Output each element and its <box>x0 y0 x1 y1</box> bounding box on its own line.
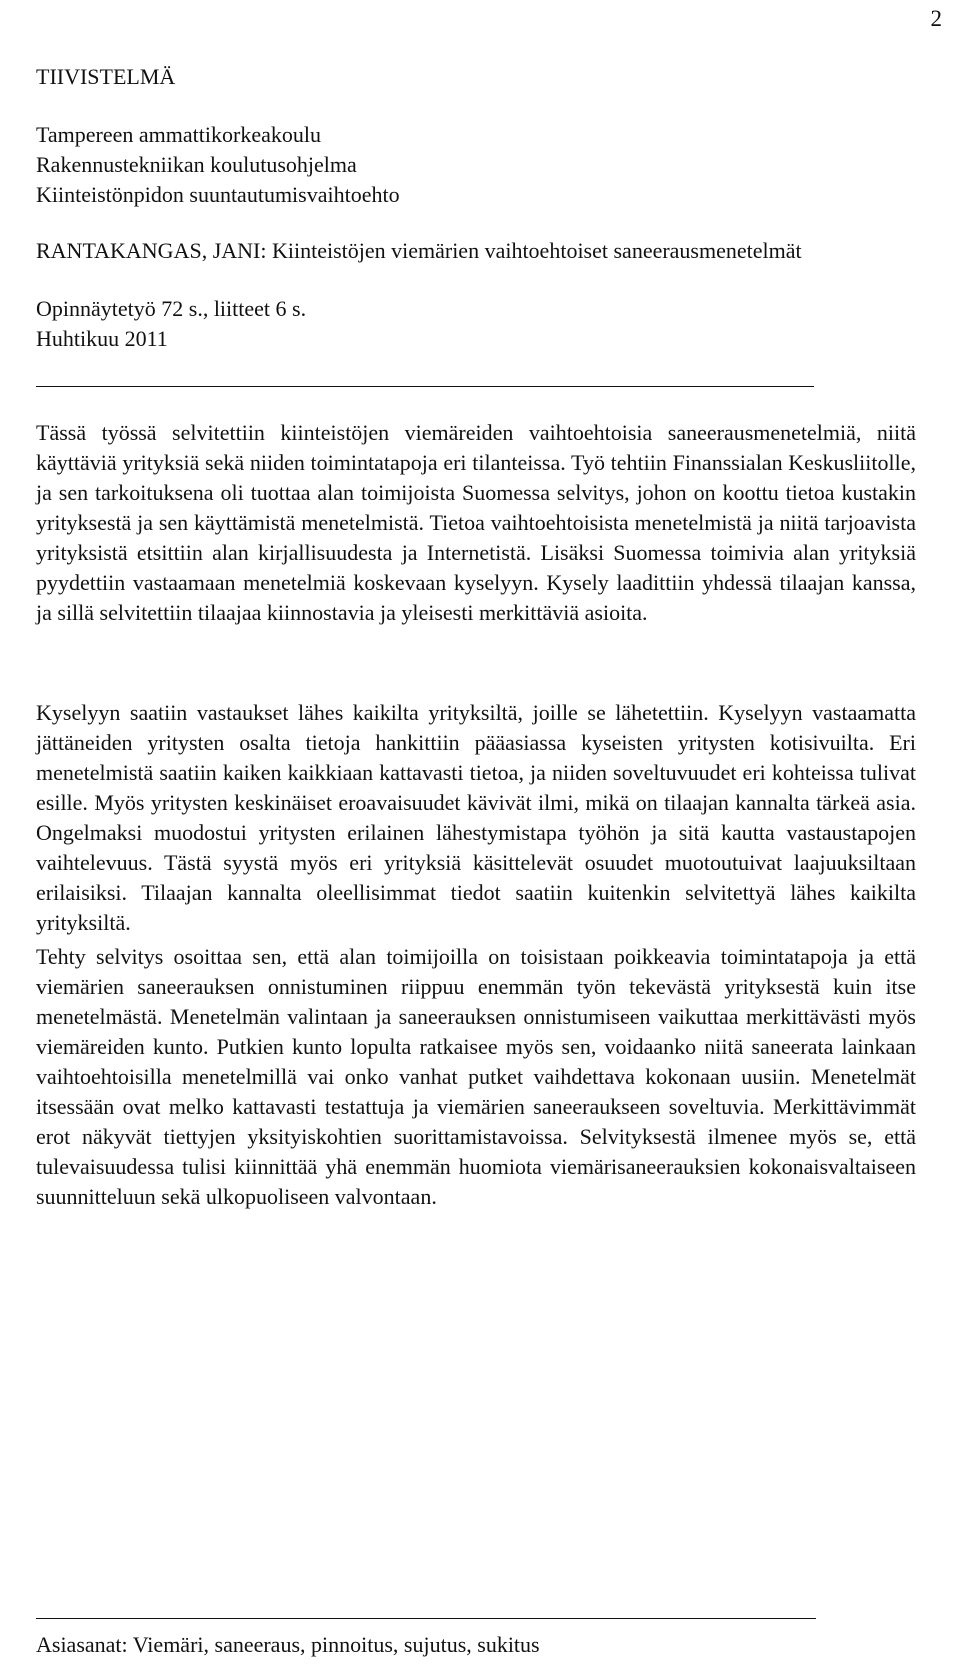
publication-date: Huhtikuu 2011 <box>36 326 168 351</box>
divider-top <box>36 386 814 387</box>
institution-name: Tampereen ammattikorkeakoulu <box>36 122 321 147</box>
page-number: 2 <box>930 6 942 31</box>
thesis-meta <box>36 294 306 354</box>
paragraph-text: Kyselyyn saatiin vastaukset lähes kaikilta yrityksiltä, joille se lähetettiin. Kyselyyn vastaamatta jättäneiden yritysten osalta tietoja hankittiin pääasiassa kyseisten yritysten kotisivuilta. Eri menetelmistä saatiin kaiken kaikkiaan kattavasti tietoa, ja niiden soveltuvuudet eri kohteissa tulivat esille. Myös yritysten keskinäiset eroavaisuudet kävivät ilmi, mikä on tilaajan kannalta tärkeä asia. Ongelmaksi muodostui yritysten erilainen lähestymistapa työhön ja sitä kautta vastaustapojen vaihtelevuus. Tästä syystä myös eri yrityksiä käsittelevät osuudet muotoutuivat laajuuksiltaan erilaisiksi. Tilaajan kannalta oleellisimmat tiedot saatiin kuitenkin selvitettyä lähes kaikilta yrityksiltä. <box>36 700 916 935</box>
page-count: Opinnäytetyö 72 s., liitteet 6 s. <box>36 296 307 321</box>
abstract-paragraph-3 <box>36 942 916 1212</box>
thesis-title: RANTAKANGAS, JANI: Kiinteistöjen viemärien vaihtoehtoiset saneerausmenetelmät <box>36 238 802 263</box>
abstract-paragraph-1 <box>36 418 916 628</box>
paragraph-text: Tehty selvitys osoittaa sen, että alan toimijoilla on toisistaan poikkeavia toimintatapoja ja että viemärien saneerauksen onnistuminen riippuu enemmän työn tekevästä yrityksestä kuin itse menetelmästä. Menetelmän valintaan ja saneerauksen onnistumiseen vaikuttaa merkittävästi myös viemäreiden kunto. Putkien kunto lopulta ratkaisee myös sen, voidaanko niitä saneerata lainkaan vaihtoehtoisilla menetelmillä vai onko vanhat putket vaihdettava kokonaan uusiin. Menetelmät itsessään ovat melko kattavasti testattuja ja viemärien saneeraukseen soveltuvia. Merkittävimmät erot näkyvät tiettyjen yksityiskohtien suorittamistavoissa. Selvityksestä ilmenee myös se, että tulevaisuudessa tulisi kiinnittää yhä enemmän huomiota viemärisaneerauksien kokonaisvaltaiseen suunnitteluun sekä ulkopuoliseen valvontaan. <box>36 944 916 1209</box>
specialisation: Kiinteistönpidon suuntautumisvaihtoehto <box>36 182 400 207</box>
institution-block <box>36 120 400 210</box>
abstract-heading: TIIVISTELMÄ <box>36 64 176 89</box>
keywords: Asiasanat: Viemäri, saneeraus, pinnoitus, sujutus, sukitus <box>36 1632 540 1657</box>
paragraph-text: Tässä työssä selvitettiin kiinteistöjen viemäreiden vaihtoehtoisia saneerausmenetelmiä, niitä käyttäviä yrityksiä sekä niiden toimintatapoja eri tilanteissa. Työ tehtiin Finanssialan Keskusliitolle, ja sen tarkoituksena oli tuottaa alan toimijoista Suomessa selvitys, johon on koottu tietoa kustakin yrityksestä ja sen käyttämistä menetelmistä. Tietoa vaihtoehtoisista menetelmistä ja niitä tarjoavista yrityksistä etsittiin alan kirjallisuudesta ja Internetistä. Lisäksi Suomessa toimivia alan yrityksiä pyydettiin vastaamaan menetelmiä koskevaan kyselyyn. Kysely laadittiin yhdessä tilaajan kanssa, ja sillä selvitettiin tilaajaa kiinnostavia ja yleisesti merkittäviä asioita. <box>36 420 916 625</box>
abstract-paragraph-2 <box>36 698 916 938</box>
degree-programme: Rakennustekniikan koulutusohjelma <box>36 152 357 177</box>
divider-bottom <box>36 1618 816 1619</box>
